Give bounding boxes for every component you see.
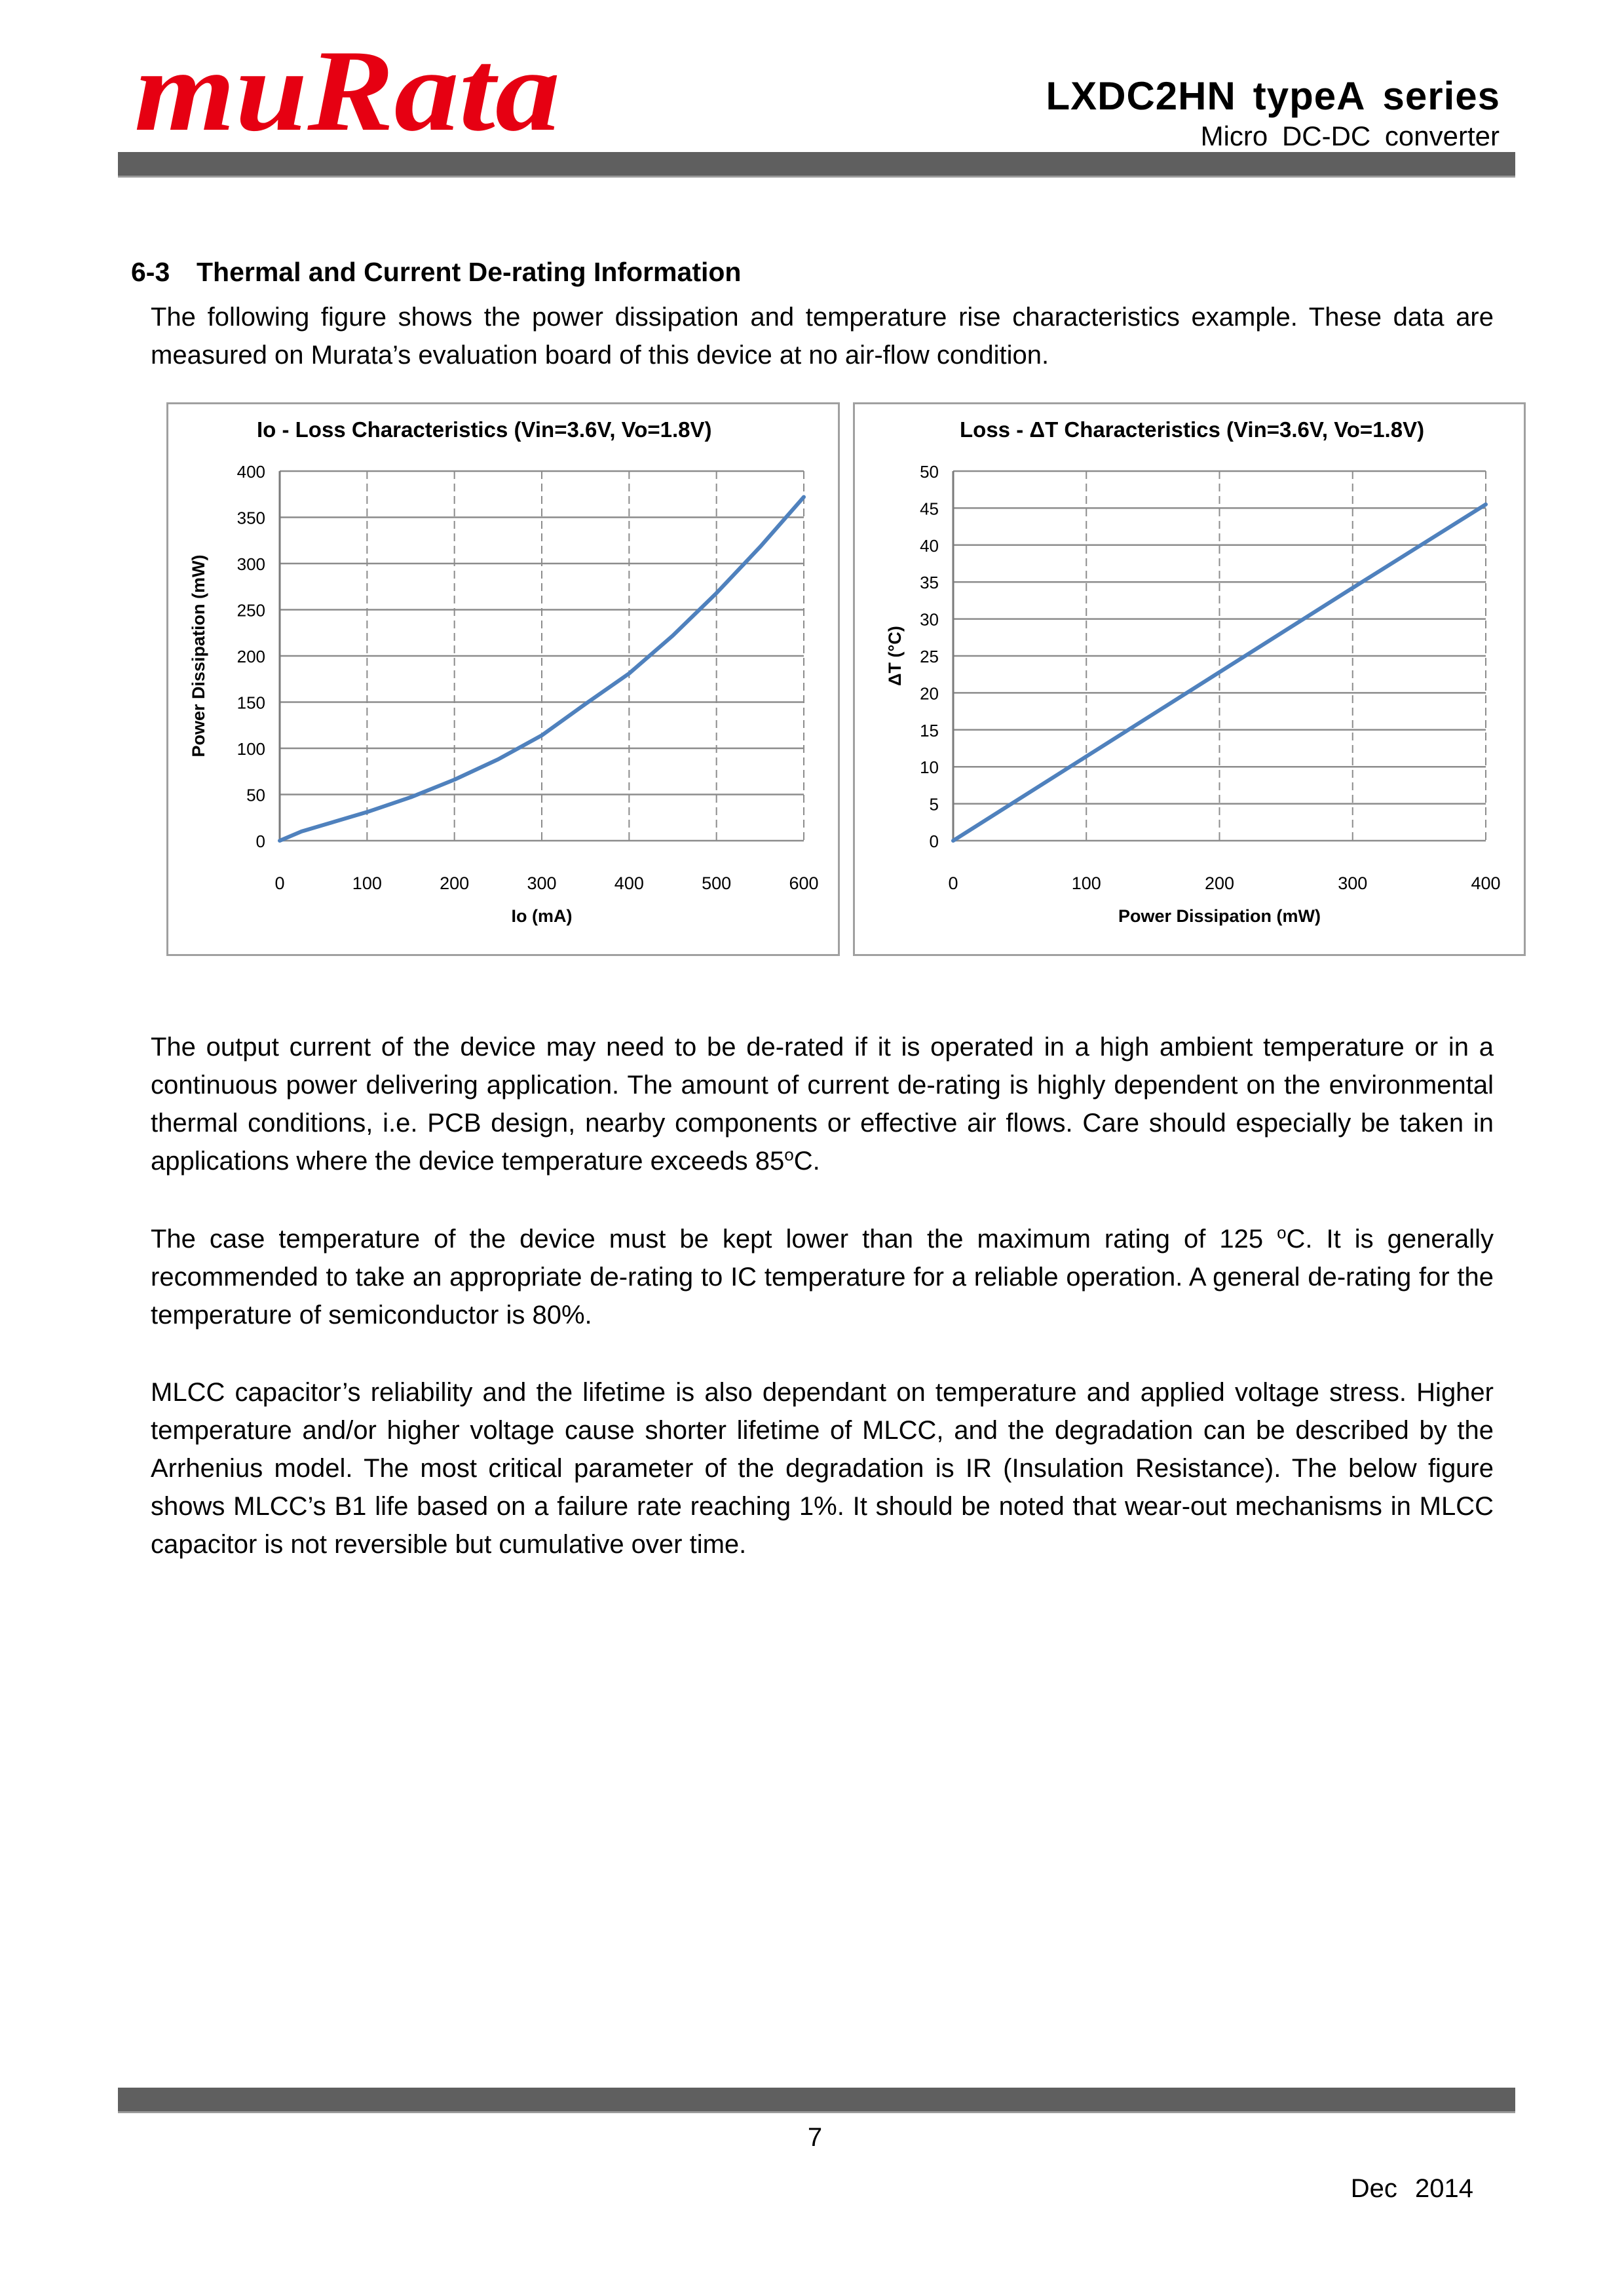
y-tick-label: 50 xyxy=(920,462,939,482)
y-tick-label: 25 xyxy=(920,647,939,666)
intro-paragraph: The following figure shows the power dissipation and temperature rise characteristics example. These data are measured on Murata’s evaluation board of this device at no air-flow condition. xyxy=(151,303,1494,370)
x-tick-label: 0 xyxy=(274,873,285,893)
product-title-part: typeA xyxy=(1253,74,1366,118)
header-divider-bar xyxy=(118,152,1515,178)
y-tick-label: 0 xyxy=(255,832,265,851)
y-tick-label: 20 xyxy=(920,683,939,704)
io-loss-chart-plot xyxy=(168,404,842,958)
y-axis-label: ΔT (°C) xyxy=(885,626,905,686)
chart-title: Loss - ΔT Characteristics (Vin=3.6V, Vo=1.8V) xyxy=(960,417,1425,442)
case-text: The case temperature of the device must be kept lower than the maximum rating of 125 xyxy=(151,1225,1277,1253)
case-temperature-paragraph xyxy=(151,1220,1494,1334)
y-tick-label: 45 xyxy=(920,499,939,519)
degree-symbol: o xyxy=(1277,1223,1287,1242)
y-tick-label: 150 xyxy=(236,693,265,713)
product-title-part: series xyxy=(1382,74,1500,118)
y-tick-label: 50 xyxy=(246,785,265,805)
product-title xyxy=(1046,73,1500,119)
data-series-line xyxy=(953,505,1486,841)
section-title: Thermal and Current De-rating Information xyxy=(197,257,742,287)
y-tick-label: 40 xyxy=(920,535,939,556)
x-tick-label: 400 xyxy=(1471,873,1501,893)
io-loss-chart xyxy=(166,402,840,956)
x-tick-label: 0 xyxy=(948,873,958,893)
x-tick-label: 200 xyxy=(440,873,470,893)
y-tick-label: 0 xyxy=(929,832,939,851)
product-subtitle: Micro DC-DC converter xyxy=(1200,121,1500,151)
case-text-end: C. It is generally recommended to take an appropriate de-rating to IC temperature for a reliable operation. A general de-rating for the temperature of semiconductor is 80%. xyxy=(151,1225,1494,1330)
x-tick-label: 400 xyxy=(614,873,644,893)
y-tick-label: 15 xyxy=(920,720,939,740)
x-tick-label: 200 xyxy=(1204,873,1235,893)
document-date: Dec 2014 xyxy=(1350,2174,1473,2203)
y-tick-label: 250 xyxy=(236,600,265,621)
y-tick-label: 350 xyxy=(236,508,265,528)
x-tick-label: 100 xyxy=(352,873,382,893)
x-tick-label: 300 xyxy=(527,873,557,893)
footer-divider-bar xyxy=(118,2088,1515,2113)
degree-symbol: o xyxy=(784,1145,794,1164)
murata-logo xyxy=(134,31,567,143)
mlcc-paragraph: MLCC capacitor’s reliability and the lifetime is also dependant on temperature and applied voltage stress. Higher temperature and/or higher voltage cause shorter lifetime of MLCC, and the degradation can be described by the Arrhenius model. The most critical parameter of the degradation is IR (Insulation Resistance). The below figure shows MLCC’s B1 life based on a failure rate reaching 1%. It should be noted that wear-out mechanisms in MLCC capacitor is not reversible but cumulative over time. xyxy=(151,1378,1494,1559)
y-tick-label: 35 xyxy=(920,573,939,593)
product-title-part: LXDC2HN xyxy=(1046,74,1236,118)
y-tick-label: 200 xyxy=(236,647,265,666)
section-number: 6-3 xyxy=(131,257,170,287)
x-tick-label: 600 xyxy=(789,873,819,893)
loss-deltat-chart xyxy=(853,402,1526,956)
section-heading xyxy=(131,257,741,288)
x-tick-label: 500 xyxy=(702,873,732,893)
chart-title: Io - Loss Characteristics (Vin=3.6V, Vo=1.8V) xyxy=(257,417,712,442)
derating-paragraph xyxy=(151,1028,1494,1180)
derating-text-end: C. xyxy=(793,1147,820,1176)
y-tick-label: 30 xyxy=(920,609,939,630)
y-tick-label: 400 xyxy=(236,462,265,482)
x-tick-label: 300 xyxy=(1338,873,1368,893)
x-axis-label: Power Dissipation (mW) xyxy=(1118,906,1321,926)
derating-text: The output current of the device may need to be de-rated if it is operated in a high ambient temperature or in a continuous power delivering application. The amount of current de-rating is highly dependent on the environmental thermal conditions, i.e. PCB design, nearby components or effective air flows. Care should especially be taken in applications where the device temperature exceeds 85 xyxy=(151,1033,1494,1176)
y-axis-label: Power Dissipation (mW) xyxy=(189,554,208,757)
y-tick-label: 5 xyxy=(929,794,939,814)
loss-deltat-chart-plot xyxy=(855,404,1528,958)
y-tick-label: 100 xyxy=(236,739,265,759)
y-tick-label: 300 xyxy=(236,554,265,574)
x-tick-label: 100 xyxy=(1071,873,1101,893)
logo-text: muRata xyxy=(134,31,560,143)
page-number: 7 xyxy=(807,2123,823,2152)
x-axis-label: Io (mA) xyxy=(511,906,573,926)
y-tick-label: 10 xyxy=(920,757,939,778)
